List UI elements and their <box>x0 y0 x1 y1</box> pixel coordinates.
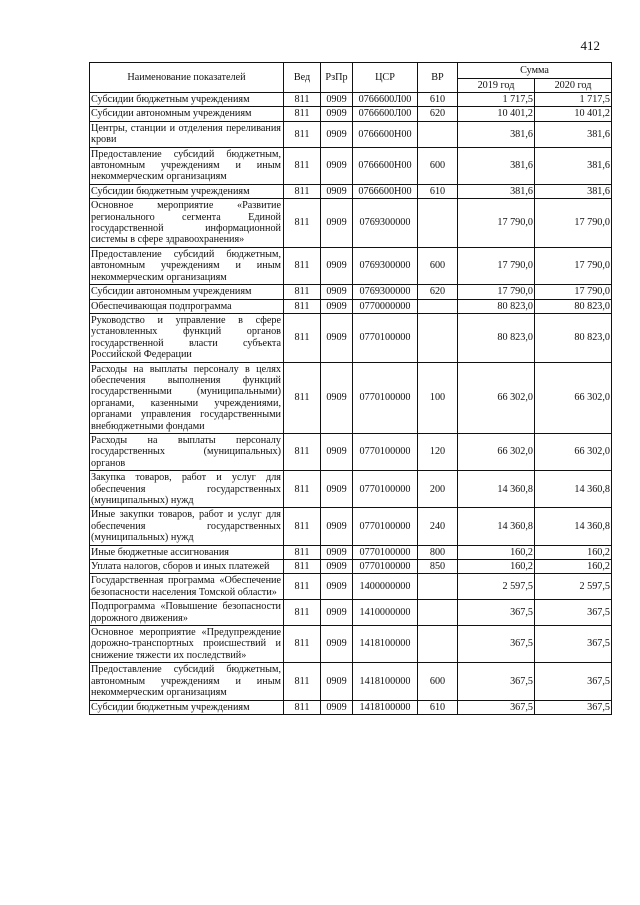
cell-name: Основное мероприятие «Предупреждение дорожно-транспортных происшествий и снижение тяжести их последствий» <box>90 626 284 663</box>
header-sum: Сумма <box>458 63 612 79</box>
cell-rzpr: 0909 <box>321 433 353 470</box>
cell-ved: 811 <box>284 700 321 714</box>
table-row <box>90 663 612 700</box>
table-row <box>90 600 612 626</box>
header-rzpr: РзПр <box>321 63 353 93</box>
cell-vr: 620 <box>418 285 458 299</box>
cell-vr <box>418 121 458 147</box>
page-number: 412 <box>580 38 600 53</box>
cell-csr: 1418100000 <box>353 626 418 663</box>
cell-name: Расходы на выплаты персоналу государственных (муниципальных) органов <box>90 433 284 470</box>
cell-name: Уплата налогов, сборов и иных платежей <box>90 560 284 574</box>
cell-ved: 811 <box>284 508 321 545</box>
cell-vr <box>418 626 458 663</box>
cell-csr: 0770100000 <box>353 313 418 362</box>
cell-rzpr: 0909 <box>321 663 353 700</box>
cell-ved: 811 <box>284 560 321 574</box>
cell-ved: 811 <box>284 574 321 600</box>
cell-s2019: 14 360,8 <box>458 508 535 545</box>
cell-csr: 0770100000 <box>353 471 418 508</box>
cell-name: Предоставление субсидий бюджетным, автономным учреждениям и иным некоммерческим организациям <box>90 147 284 184</box>
cell-vr: 850 <box>418 560 458 574</box>
cell-s2019: 66 302,0 <box>458 433 535 470</box>
cell-rzpr: 0909 <box>321 247 353 284</box>
cell-csr: 0770000000 <box>353 299 418 313</box>
cell-name: Субсидии автономным учреждениям <box>90 107 284 121</box>
cell-csr: 0769300000 <box>353 285 418 299</box>
cell-s2020: 17 790,0 <box>535 247 612 284</box>
cell-ved: 811 <box>284 433 321 470</box>
cell-s2020: 10 401,2 <box>535 107 612 121</box>
table-row <box>90 471 612 508</box>
table-row <box>90 107 612 121</box>
cell-name: Государственная программа «Обеспечение безопасности населения Томской области» <box>90 574 284 600</box>
cell-ved: 811 <box>284 93 321 107</box>
cell-s2019: 160,2 <box>458 545 535 559</box>
cell-csr: 1400000000 <box>353 574 418 600</box>
cell-name: Обеспечивающая подпрограмма <box>90 299 284 313</box>
cell-name: Подпрограмма «Повышение безопасности дорожного движения» <box>90 600 284 626</box>
table-row <box>90 560 612 574</box>
cell-rzpr: 0909 <box>321 600 353 626</box>
table-row <box>90 299 612 313</box>
cell-s2019: 1 717,5 <box>458 93 535 107</box>
header-name: Наименование показателей <box>90 63 284 93</box>
cell-csr: 0769300000 <box>353 199 418 248</box>
cell-rzpr: 0909 <box>321 700 353 714</box>
cell-name: Субсидии бюджетным учреждениям <box>90 93 284 107</box>
table-row <box>90 362 612 433</box>
cell-name: Субсидии бюджетным учреждениям <box>90 184 284 198</box>
cell-csr: 0766600Л00 <box>353 107 418 121</box>
cell-rzpr: 0909 <box>321 199 353 248</box>
cell-name: Расходы на выплаты персоналу в целях обеспечения выполнения функций государственными (муниципальными) органами, казенными учреждениями, органами управления государственными внебюджетными фондами <box>90 362 284 433</box>
budget-table <box>89 62 612 715</box>
cell-vr: 600 <box>418 147 458 184</box>
cell-name: Предоставление субсидий бюджетным, автономным учреждениям и иным некоммерческим организациям <box>90 247 284 284</box>
cell-csr: 0766600Л00 <box>353 93 418 107</box>
cell-csr: 0770100000 <box>353 362 418 433</box>
header-2019: 2019 год <box>458 79 535 93</box>
cell-vr: 600 <box>418 247 458 284</box>
cell-s2020: 66 302,0 <box>535 433 612 470</box>
table-row <box>90 433 612 470</box>
cell-name: Иные бюджетные ассигнования <box>90 545 284 559</box>
cell-s2020: 80 823,0 <box>535 313 612 362</box>
cell-csr: 0770100000 <box>353 433 418 470</box>
cell-s2020: 381,6 <box>535 147 612 184</box>
cell-name: Руководство и управление в сфере установленных функций органов государственной власти субъекта Российской Федерации <box>90 313 284 362</box>
cell-rzpr: 0909 <box>321 184 353 198</box>
cell-s2019: 381,6 <box>458 121 535 147</box>
cell-s2019: 367,5 <box>458 663 535 700</box>
table-row <box>90 508 612 545</box>
table-row <box>90 184 612 198</box>
cell-csr: 0770100000 <box>353 545 418 559</box>
cell-vr: 610 <box>418 184 458 198</box>
cell-s2020: 160,2 <box>535 560 612 574</box>
header-2020: 2020 год <box>535 79 612 93</box>
table-row <box>90 545 612 559</box>
table-row <box>90 93 612 107</box>
cell-ved: 811 <box>284 147 321 184</box>
cell-vr <box>418 600 458 626</box>
cell-ved: 811 <box>284 199 321 248</box>
cell-s2020: 381,6 <box>535 121 612 147</box>
cell-s2019: 80 823,0 <box>458 313 535 362</box>
cell-s2019: 367,5 <box>458 626 535 663</box>
cell-rzpr: 0909 <box>321 508 353 545</box>
header-csr: ЦСР <box>353 63 418 93</box>
cell-csr: 1418100000 <box>353 700 418 714</box>
cell-s2019: 17 790,0 <box>458 199 535 248</box>
cell-csr: 0766600Н00 <box>353 121 418 147</box>
cell-csr: 0766600Н00 <box>353 147 418 184</box>
cell-rzpr: 0909 <box>321 545 353 559</box>
table-row <box>90 574 612 600</box>
table-row <box>90 285 612 299</box>
header-vr: ВР <box>418 63 458 93</box>
cell-rzpr: 0909 <box>321 471 353 508</box>
cell-vr <box>418 199 458 248</box>
cell-s2019: 367,5 <box>458 600 535 626</box>
cell-csr: 0770100000 <box>353 560 418 574</box>
cell-rzpr: 0909 <box>321 362 353 433</box>
cell-csr: 1410000000 <box>353 600 418 626</box>
cell-ved: 811 <box>284 663 321 700</box>
cell-name: Основное мероприятие «Развитие регионального сегмента Единой государственной информационной системы в сфере здравоохранения» <box>90 199 284 248</box>
cell-name: Субсидии автономным учреждениям <box>90 285 284 299</box>
cell-s2020: 66 302,0 <box>535 362 612 433</box>
cell-csr: 1418100000 <box>353 663 418 700</box>
cell-vr <box>418 299 458 313</box>
cell-s2020: 367,5 <box>535 700 612 714</box>
cell-s2020: 14 360,8 <box>535 471 612 508</box>
cell-vr: 800 <box>418 545 458 559</box>
cell-vr: 100 <box>418 362 458 433</box>
cell-vr: 610 <box>418 93 458 107</box>
cell-s2019: 14 360,8 <box>458 471 535 508</box>
cell-vr <box>418 574 458 600</box>
cell-rzpr: 0909 <box>321 107 353 121</box>
cell-rzpr: 0909 <box>321 313 353 362</box>
cell-ved: 811 <box>284 247 321 284</box>
table-row <box>90 121 612 147</box>
cell-ved: 811 <box>284 471 321 508</box>
table-row <box>90 199 612 248</box>
cell-rzpr: 0909 <box>321 574 353 600</box>
cell-name: Иные закупки товаров, работ и услуг для обеспечения государственных (муниципальных) нужд <box>90 508 284 545</box>
cell-name: Центры, станции и отделения переливания крови <box>90 121 284 147</box>
cell-s2020: 14 360,8 <box>535 508 612 545</box>
cell-s2020: 160,2 <box>535 545 612 559</box>
cell-ved: 811 <box>284 121 321 147</box>
cell-s2019: 160,2 <box>458 560 535 574</box>
cell-rzpr: 0909 <box>321 285 353 299</box>
cell-vr: 240 <box>418 508 458 545</box>
cell-vr <box>418 313 458 362</box>
table-row <box>90 700 612 714</box>
table-header <box>90 63 612 93</box>
cell-s2020: 367,5 <box>535 663 612 700</box>
cell-vr: 620 <box>418 107 458 121</box>
cell-ved: 811 <box>284 545 321 559</box>
cell-vr: 200 <box>418 471 458 508</box>
cell-s2020: 2 597,5 <box>535 574 612 600</box>
cell-ved: 811 <box>284 299 321 313</box>
cell-name: Субсидии бюджетным учреждениям <box>90 700 284 714</box>
cell-name: Предоставление субсидий бюджетным, автономным учреждениям и иным некоммерческим организациям <box>90 663 284 700</box>
cell-s2019: 381,6 <box>458 147 535 184</box>
cell-vr: 600 <box>418 663 458 700</box>
cell-csr: 0769300000 <box>353 247 418 284</box>
table-row <box>90 626 612 663</box>
cell-s2019: 17 790,0 <box>458 247 535 284</box>
cell-ved: 811 <box>284 285 321 299</box>
cell-s2019: 381,6 <box>458 184 535 198</box>
cell-ved: 811 <box>284 626 321 663</box>
cell-s2019: 17 790,0 <box>458 285 535 299</box>
cell-rzpr: 0909 <box>321 626 353 663</box>
cell-rzpr: 0909 <box>321 299 353 313</box>
cell-s2020: 1 717,5 <box>535 93 612 107</box>
cell-ved: 811 <box>284 107 321 121</box>
cell-s2020: 381,6 <box>535 184 612 198</box>
cell-s2019: 10 401,2 <box>458 107 535 121</box>
cell-rzpr: 0909 <box>321 560 353 574</box>
cell-s2020: 80 823,0 <box>535 299 612 313</box>
cell-rzpr: 0909 <box>321 147 353 184</box>
cell-csr: 0770100000 <box>353 508 418 545</box>
cell-s2020: 367,5 <box>535 626 612 663</box>
cell-csr: 0766600Н00 <box>353 184 418 198</box>
cell-ved: 811 <box>284 362 321 433</box>
cell-vr: 610 <box>418 700 458 714</box>
cell-s2020: 17 790,0 <box>535 285 612 299</box>
cell-rzpr: 0909 <box>321 93 353 107</box>
cell-ved: 811 <box>284 184 321 198</box>
cell-vr: 120 <box>418 433 458 470</box>
cell-s2019: 367,5 <box>458 700 535 714</box>
table-row <box>90 247 612 284</box>
table-row <box>90 313 612 362</box>
cell-ved: 811 <box>284 600 321 626</box>
cell-s2019: 80 823,0 <box>458 299 535 313</box>
cell-rzpr: 0909 <box>321 121 353 147</box>
cell-s2020: 367,5 <box>535 600 612 626</box>
table-body <box>90 93 612 715</box>
cell-s2019: 66 302,0 <box>458 362 535 433</box>
header-ved: Вед <box>284 63 321 93</box>
cell-ved: 811 <box>284 313 321 362</box>
cell-s2019: 2 597,5 <box>458 574 535 600</box>
cell-name: Закупка товаров, работ и услуг для обеспечения государственных (муниципальных) нужд <box>90 471 284 508</box>
table-row <box>90 147 612 184</box>
cell-s2020: 17 790,0 <box>535 199 612 248</box>
